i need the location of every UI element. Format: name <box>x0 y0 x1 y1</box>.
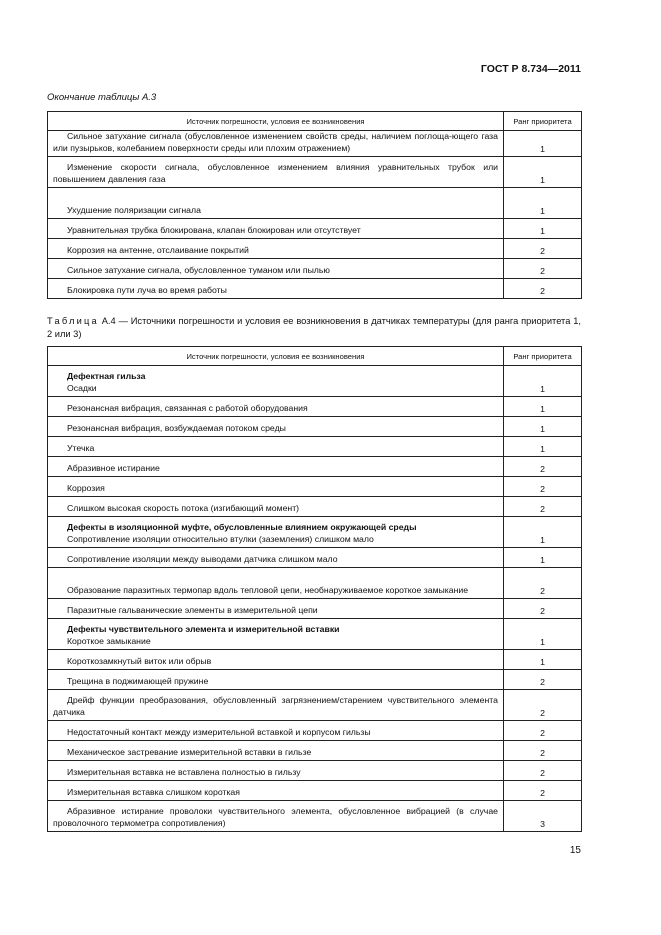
rank-cell: 1 <box>504 188 582 219</box>
rank-cell: 3 <box>504 801 582 832</box>
source-cell: Изменение скорости сигнала, обусловленное изменением влияния уравнительных трубок или повышением давления газа <box>48 157 504 188</box>
table-row <box>48 131 582 157</box>
source-text: Осадки <box>67 382 97 393</box>
source-cell: Ухудшение поляризации сигнала <box>48 188 504 219</box>
source-cell: Коррозия <box>48 477 504 497</box>
rank-cell: 1 <box>504 397 582 417</box>
source-cell: Слишком высокая скорость потока (изгибающий момент) <box>48 497 504 517</box>
column-header-source: Источник погрешности, условия ее возникновения <box>48 347 504 366</box>
source-cell: Измерительная вставка слишком короткая <box>48 781 504 801</box>
source-cell: Абразивное истирание проволоки чувствительного элемента, обусловленное вибрацией (в случае проволочного термометра сопротивления) <box>48 801 504 832</box>
table-row <box>48 619 582 650</box>
table-a4-caption-text: — Источники погрешности и условия ее возникновения в датчиках температуры (для ранга приоритета 1, 2 или 3) <box>47 316 581 339</box>
table-a4-body <box>48 366 582 832</box>
group-heading: Дефекты в изоляционной муфте, обусловленные влиянием окружающей среды <box>67 522 417 532</box>
source-text: Сопротивление изоляции относительно втулки (заземления) слишком мало <box>67 533 374 544</box>
table-a4 <box>47 346 582 832</box>
table-row <box>48 801 582 832</box>
rank-cell: 2 <box>504 259 582 279</box>
table-row <box>48 457 582 477</box>
rank-cell: 2 <box>504 781 582 801</box>
table-row <box>48 599 582 619</box>
source-cell: Коррозия на антенне, отслаивание покрытий <box>48 239 504 259</box>
source-cell <box>48 517 504 548</box>
rank-cell: 2 <box>504 477 582 497</box>
table-row <box>48 157 582 188</box>
rank-cell: 2 <box>504 239 582 259</box>
source-cell: Утечка <box>48 437 504 457</box>
table-row <box>48 477 582 497</box>
source-text: Короткое замыкание <box>67 635 151 646</box>
rank-cell: 2 <box>504 497 582 517</box>
table-row <box>48 397 582 417</box>
table-row <box>48 690 582 721</box>
rank-cell: 1 <box>504 548 582 568</box>
rank-cell: 1 <box>504 619 582 650</box>
source-cell: Трещина в поджимающей пружине <box>48 670 504 690</box>
table-header-row <box>48 347 582 366</box>
source-cell: Дрейф функции преобразования, обусловленный загрязнением/старением чувствительного элемента датчика <box>48 690 504 721</box>
table-row <box>48 670 582 690</box>
source-cell: Сопротивление изоляции между выводами датчика слишком мало <box>48 548 504 568</box>
rank-cell: 2 <box>504 741 582 761</box>
rank-cell: 1 <box>504 650 582 670</box>
rank-cell: 1 <box>504 131 582 157</box>
source-cell: Резонансная вибрация, возбуждаемая потоком среды <box>48 417 504 437</box>
table-a4-caption-number: А.4 <box>101 316 116 326</box>
table-row <box>48 650 582 670</box>
column-header-rank: Ранг приоритета <box>504 347 582 366</box>
table-row <box>48 497 582 517</box>
source-cell: Измерительная вставка не вставлена полностью в гильзу <box>48 761 504 781</box>
rank-cell: 2 <box>504 599 582 619</box>
source-cell: Механическое застревание измерительной вставки в гильзе <box>48 741 504 761</box>
page-number: 15 <box>569 845 581 856</box>
rank-cell: 1 <box>504 517 582 548</box>
rank-cell: 1 <box>504 417 582 437</box>
table-row <box>48 517 582 548</box>
standard-designation: ГОСТ Р 8.734—2011 <box>480 63 581 75</box>
source-cell: Недостаточный контакт между измерительной вставкой и корпусом гильзы <box>48 721 504 741</box>
rank-cell: 2 <box>504 457 582 477</box>
rank-cell: 2 <box>504 670 582 690</box>
rank-cell: 2 <box>504 721 582 741</box>
source-cell: Абразивное истирание <box>48 457 504 477</box>
table-a3-body <box>48 131 582 299</box>
rank-cell: 2 <box>504 761 582 781</box>
table-row <box>48 781 582 801</box>
rank-cell: 1 <box>504 219 582 239</box>
table-row <box>48 239 582 259</box>
rank-cell: 2 <box>504 279 582 299</box>
table-a3-continuation-caption: Окончание таблицы А.3 <box>47 92 157 103</box>
table-row <box>48 761 582 781</box>
table-row <box>48 219 582 239</box>
source-cell: Сильное затухание сигнала, обусловленное туманом или пылью <box>48 259 504 279</box>
source-cell: Сильное затухание сигнала (обусловленное изменением свойств среды, наличием поглоща-ющего газа или пузырьков, колебанием поверхности среды или плохим отражением) <box>48 131 504 157</box>
table-header-row <box>48 112 582 131</box>
source-cell <box>48 366 504 397</box>
table-row <box>48 568 582 599</box>
source-cell: Паразитные гальванические элементы в измерительной цепи <box>48 599 504 619</box>
table-row <box>48 366 582 397</box>
table-a3-end <box>47 111 582 299</box>
table-row <box>48 548 582 568</box>
table-a4-caption-label: Таблица <box>47 316 99 326</box>
rank-cell: 2 <box>504 568 582 599</box>
source-cell: Образование паразитных термопар вдоль тепловой цепи, необнаруживаемое короткое замыкание <box>48 568 504 599</box>
table-a4-caption <box>47 315 581 341</box>
column-header-rank: Ранг приоритета <box>504 112 582 131</box>
rank-cell: 2 <box>504 690 582 721</box>
table-row <box>48 279 582 299</box>
source-cell: Резонансная вибрация, связанная с работой оборудования <box>48 397 504 417</box>
rank-cell: 1 <box>504 437 582 457</box>
source-cell <box>48 619 504 650</box>
rank-cell: 1 <box>504 366 582 397</box>
table-row <box>48 741 582 761</box>
group-heading: Дефектная гильза <box>67 371 146 381</box>
source-cell: Короткозамкнутый виток или обрыв <box>48 650 504 670</box>
table-row <box>48 259 582 279</box>
table-row <box>48 417 582 437</box>
table-row <box>48 721 582 741</box>
group-heading: Дефекты чувствительного элемента и измерительной вставки <box>67 624 340 634</box>
source-cell: Уравнительная трубка блокирована, клапан блокирован или отсутствует <box>48 219 504 239</box>
source-cell: Блокировка пути луча во время работы <box>48 279 504 299</box>
table-row <box>48 437 582 457</box>
rank-cell: 1 <box>504 157 582 188</box>
table-row <box>48 188 582 219</box>
column-header-source: Источник погрешности, условия ее возникновения <box>48 112 504 131</box>
